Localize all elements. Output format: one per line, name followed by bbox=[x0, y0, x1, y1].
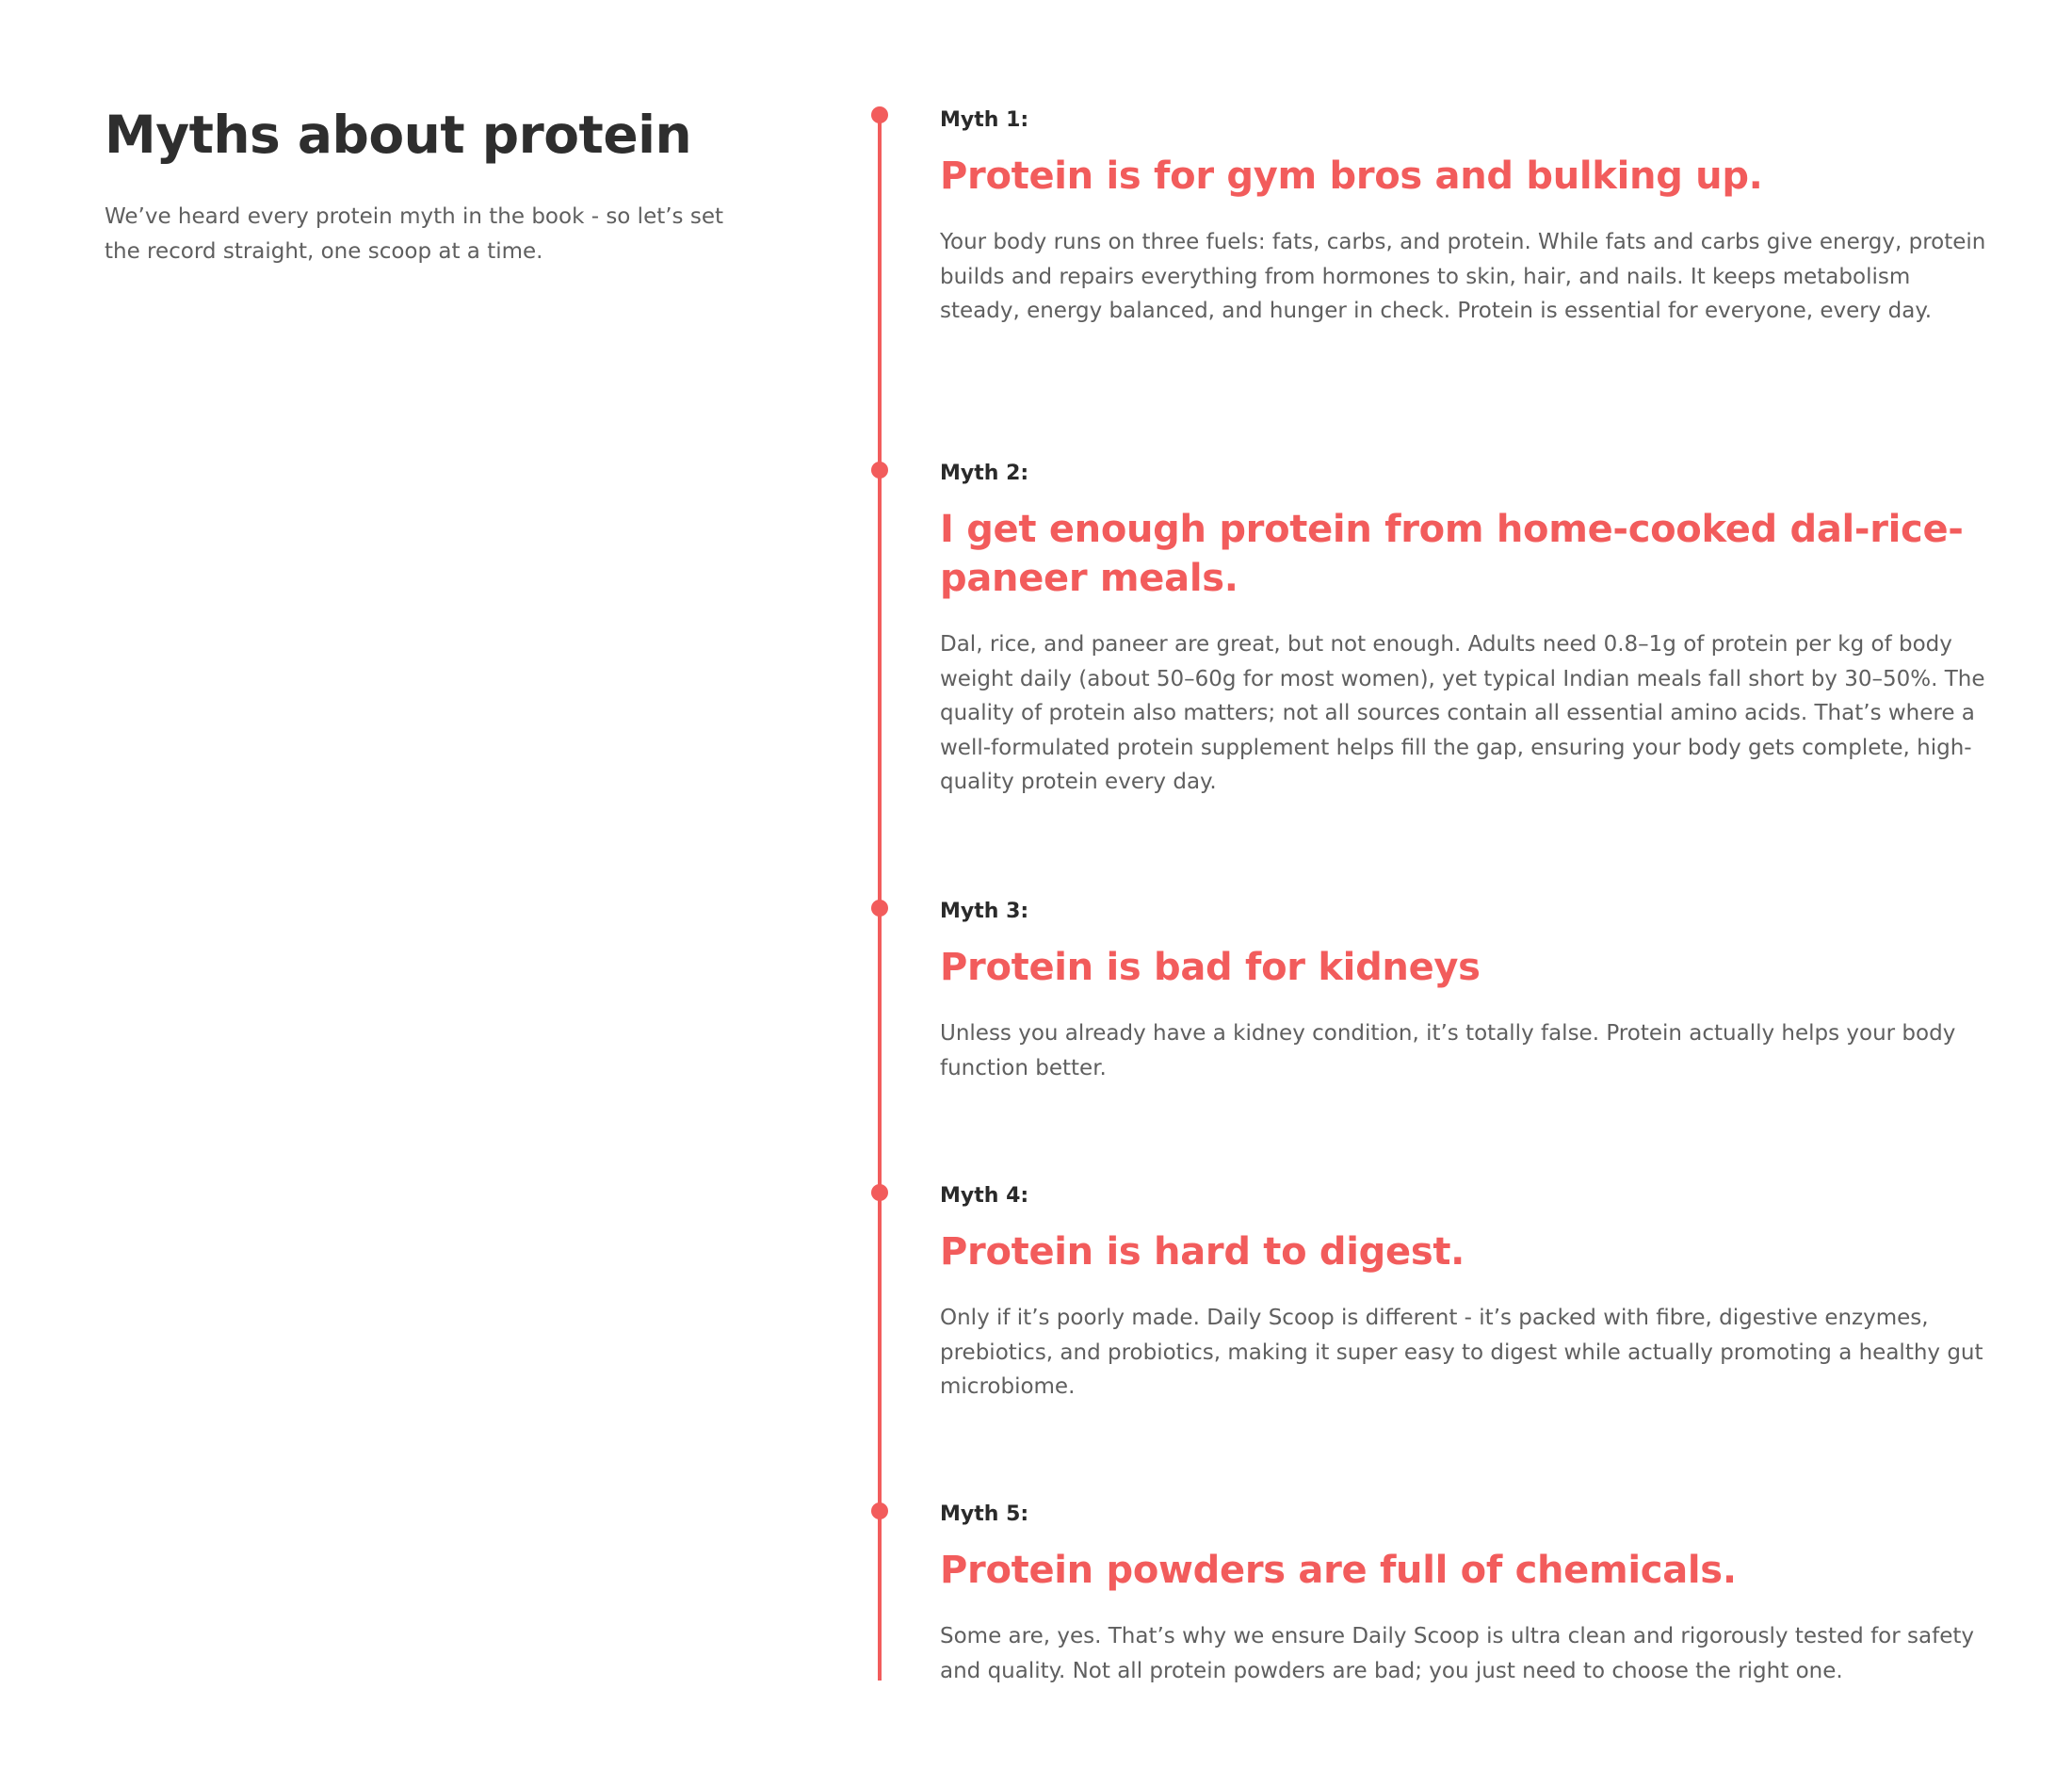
myth-title: Protein is for gym bros and bulking up. bbox=[940, 154, 1763, 198]
timeline-dot-1 bbox=[871, 106, 888, 123]
timeline-line bbox=[878, 115, 882, 1681]
intro-section bbox=[105, 102, 764, 269]
page-subtitle: We’ve heard every protein myth in the book - so let’s set the record straight, one scoop at a time. bbox=[105, 204, 723, 264]
myth-label: Myth 1: bbox=[940, 108, 1029, 132]
myth-body: Only if it’s poorly made. Daily Scoop is different - it’s packed with fibre, digestive enzymes, prebiotics, and probiotics, making it super easy to digest while actually promoting a healthy gut microbiome. bbox=[940, 1306, 1983, 1399]
myth-body: Your body runs on three fuels: fats, carbs, and protein. While fats and carbs give energy, protein builds and repairs everything from hormones to skin, hair, and nails. It keeps metabolism steady, energy balanced, and hunger in check. Protein is essential for everyone, every day. bbox=[940, 230, 1986, 323]
myth-item-1 bbox=[940, 106, 1995, 329]
myth-label: Myth 5: bbox=[940, 1502, 1029, 1526]
myth-title: Protein is hard to digest. bbox=[940, 1230, 1465, 1274]
page-title: Myths about protein bbox=[105, 105, 692, 165]
timeline-dot-4 bbox=[871, 1184, 888, 1201]
myth-label: Myth 2: bbox=[940, 462, 1029, 485]
myth-body: Some are, yes. That’s why we ensure Daily Scoop is ultra clean and rigorously tested for safety and quality. Not all protein powders are bad; you just need to choose the right one. bbox=[940, 1624, 1974, 1683]
myth-label: Myth 4: bbox=[940, 1184, 1029, 1208]
myth-label: Myth 3: bbox=[940, 900, 1029, 923]
myth-title: Protein is bad for kidneys bbox=[940, 946, 1481, 989]
timeline-dot-2 bbox=[871, 462, 888, 479]
timeline-dot-3 bbox=[871, 900, 888, 917]
myth-item-5 bbox=[940, 1501, 1995, 1688]
myth-title: I get enough protein from home-cooked dal-rice-paneer meals. bbox=[940, 508, 1964, 600]
myth-item-2 bbox=[940, 460, 1995, 800]
myth-item-4 bbox=[940, 1182, 1995, 1405]
myth-body: Unless you already have a kidney condition, it’s totally false. Protein actually helps your body function better. bbox=[940, 1021, 1956, 1080]
timeline-dot-5 bbox=[871, 1502, 888, 1519]
myth-body: Dal, rice, and paneer are great, but not enough. Adults need 0.8–1g of protein per kg of body weight daily (about 50–60g for most women), yet typical Indian meals fall short by 30–50%. The quality of protein also matters; not all sources contain all essential amino acids. That’s where a well-formulated protein supplement helps fill the gap, ensuring your body gets complete, high-quality protein every day. bbox=[940, 632, 1985, 794]
myth-title: Protein powders are full of chemicals. bbox=[940, 1549, 1737, 1592]
myth-item-3 bbox=[940, 898, 1995, 1085]
